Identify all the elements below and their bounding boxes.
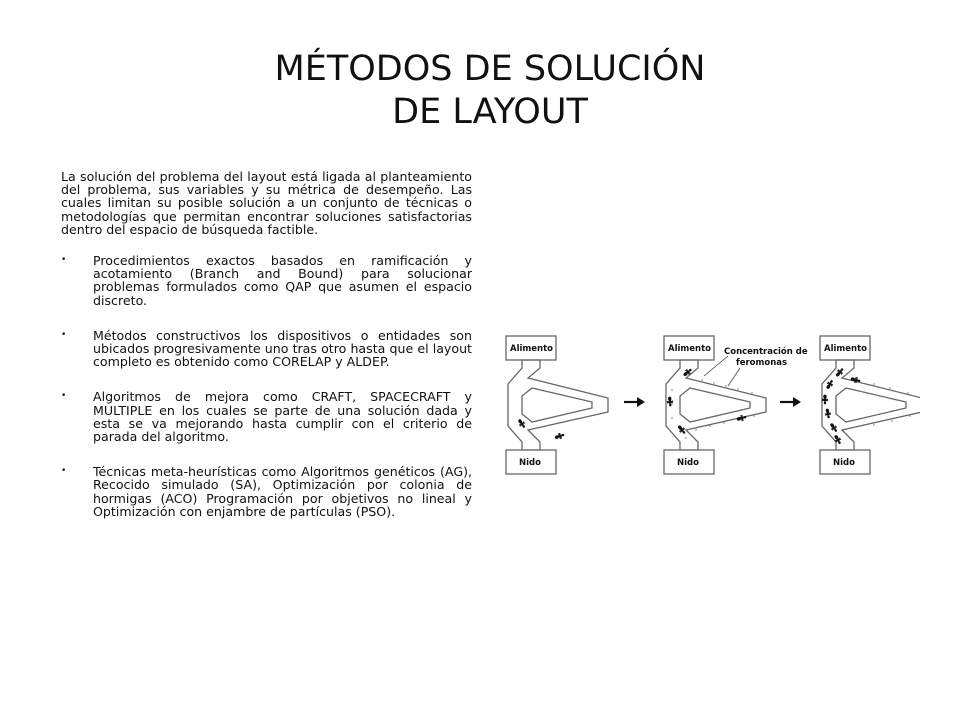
bullet-icon: • (61, 391, 67, 402)
food-label: Alimento (824, 344, 867, 354)
title-line-2: DE LAYOUT (392, 92, 588, 132)
methods-list (61, 254, 472, 518)
bullet-icon: • (61, 466, 67, 477)
list-item (61, 390, 472, 443)
pointer-line (728, 368, 740, 386)
ant-colony-figure (500, 326, 920, 486)
pheromone-label-line-1: Concentración de (724, 347, 808, 357)
title-line-1: MÉTODOS DE SOLUCIÓN (274, 49, 706, 89)
list-item-text: Técnicas meta-heurísticas como Algoritmos genéticos (AG), Recocido simulado (SA), Optimización por colonia de hormigas (ACO) Programación por objetivos no lineal y Optimización con enjambre de partículas (PSO). (93, 464, 472, 519)
list-item-text: Métodos constructivos los dispositivos o entidades son ubicados progresivamente uno tras otro hasta que el layout completo es obtenido como CORELAP y ALDEP. (93, 327, 472, 370)
nest-label: Nido (677, 458, 699, 468)
nest-label: Nido (519, 458, 541, 468)
food-label: Alimento (510, 344, 553, 354)
panel-initial (506, 336, 608, 474)
list-item-text: Procedimientos exactos basados en ramificación y acotamiento (Branch and Bound) para solucionar problemas formulados como QAP que asumen el espacio discreto. (93, 253, 472, 308)
list-item-text: Algoritmos de mejora como CRAFT, SPACECRAFT y MULTIPLE en los cuales se parte de una solución dada y esta se va mejorando hasta cumplir con el criterio de parada del algoritmo. (93, 389, 472, 445)
food-label: Alimento (668, 344, 711, 354)
slide-title (240, 48, 740, 134)
bullet-icon: • (61, 329, 67, 340)
intro-paragraph: La solución del problema del layout está ligada al planteamiento del problema, sus variables y su métrica de desempeño. Las cuales limitan su posible solución a un conjunto de técnicas o metodologías que permitan encontrar soluciones satisfactorias dentro del espacio de búsqueda factible. (61, 169, 472, 237)
bullet-icon: • (61, 255, 67, 266)
list-item (61, 254, 472, 307)
nest-label: Nido (833, 458, 855, 468)
arrow-icon (624, 397, 645, 407)
ant-colony-diagram (500, 326, 920, 486)
pheromone-label-line-2: feromonas (736, 358, 788, 368)
slide-body (61, 170, 472, 540)
arrow-icon (780, 397, 801, 407)
list-item (61, 329, 472, 369)
panel-pheromone (664, 336, 808, 474)
list-item (61, 465, 472, 518)
panel-converged (820, 336, 920, 474)
